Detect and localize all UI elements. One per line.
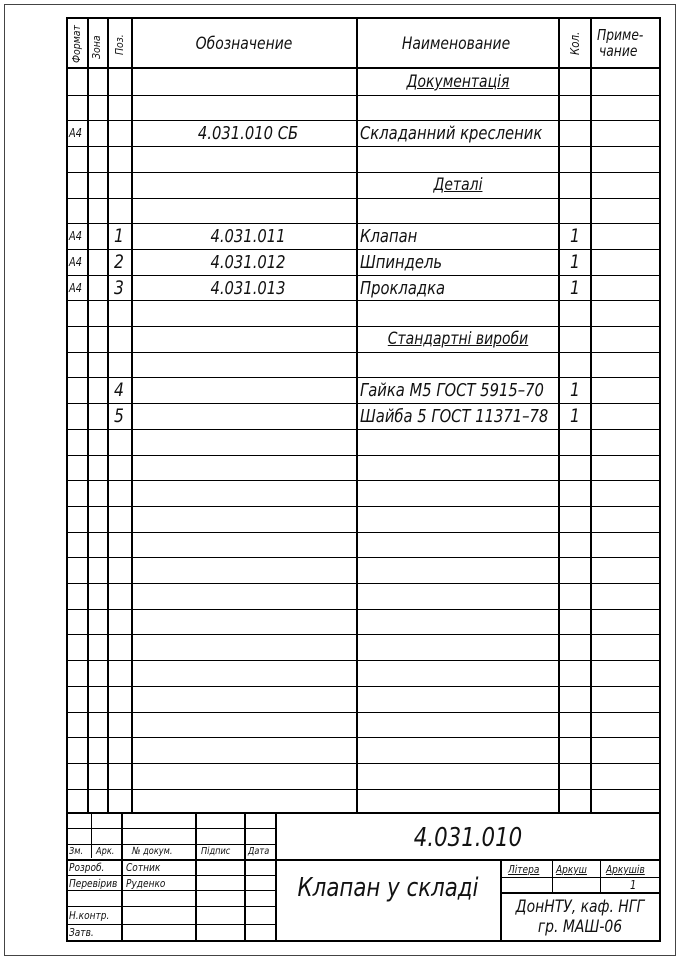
row-quantity: 1 xyxy=(570,379,580,401)
tb-hline-7 xyxy=(68,924,277,925)
tb-col-sheet: Арк. xyxy=(96,846,115,857)
row-line xyxy=(68,455,659,456)
tb-org-line1: ДонНТУ, каф. НГГ xyxy=(515,897,645,917)
row-line xyxy=(68,660,659,661)
row-line xyxy=(68,403,659,404)
row-designation: 4.031.011 xyxy=(210,226,286,247)
row-quantity: 1 xyxy=(570,277,580,299)
row-quantity: 1 xyxy=(570,225,580,247)
row-line xyxy=(68,506,659,507)
column-line-name xyxy=(558,19,560,813)
tb-hline-5 xyxy=(68,890,277,891)
row-quantity: 1 xyxy=(570,405,580,427)
header-designation: Обозначение xyxy=(195,34,293,54)
row-line xyxy=(68,377,659,378)
tb-line-litera xyxy=(552,861,553,893)
header-divider xyxy=(68,67,659,69)
row-format: А4 xyxy=(69,229,82,243)
tb-hline-1 xyxy=(68,828,277,829)
row-position: 3 xyxy=(114,277,124,299)
tb-sheets-value: 1 xyxy=(630,878,637,892)
column-line-qty xyxy=(590,19,592,813)
row-position: 5 xyxy=(114,405,124,427)
tb-line-zm xyxy=(91,813,92,858)
header-note-1: Приме- xyxy=(597,26,644,44)
row-line xyxy=(68,326,659,327)
column-line-format xyxy=(87,19,89,813)
row-designation: 4.031.013 xyxy=(210,278,286,299)
row-line xyxy=(68,712,659,713)
row-position: 1 xyxy=(114,225,124,247)
row-line xyxy=(68,532,659,533)
row-line xyxy=(68,789,659,790)
section-heading: Стандартні вироби xyxy=(387,329,529,349)
tb-role-developed: Розроб. xyxy=(69,861,105,874)
tb-col-date: Дата xyxy=(248,846,270,857)
row-name: Прокладка xyxy=(360,278,446,299)
row-line xyxy=(68,634,659,635)
tb-hline-4 xyxy=(68,875,277,876)
tb-checker-name: Руденко xyxy=(126,877,166,890)
tb-org-line2: гр. МАШ-06 xyxy=(537,917,623,937)
header-qty: Кол. xyxy=(568,31,582,55)
row-line xyxy=(68,249,659,250)
tb-hline-sheet xyxy=(502,892,659,894)
tb-line-b xyxy=(195,813,197,940)
row-format: А4 xyxy=(69,281,82,295)
section-heading: Документація xyxy=(406,72,510,92)
row-line xyxy=(68,120,659,121)
tb-line-c xyxy=(244,813,246,940)
doc-number: 4.031.010 xyxy=(413,823,523,853)
row-line xyxy=(68,352,659,353)
tb-role-approved: Затв. xyxy=(69,926,94,939)
row-line xyxy=(68,95,659,96)
drawing-title: Клапан у складі xyxy=(297,873,479,903)
tb-hline-2 xyxy=(68,844,277,845)
tb-litera-label: Літера xyxy=(508,863,540,876)
header-pos: Поз. xyxy=(113,34,126,55)
row-name: Шайба 5 ГОСТ 11371–78 xyxy=(360,406,549,427)
row-line xyxy=(68,300,659,301)
header-note-2: чание xyxy=(599,42,638,60)
row-line xyxy=(68,480,659,481)
row-position: 2 xyxy=(114,251,124,273)
row-quantity: 1 xyxy=(570,251,580,273)
tb-sheet-label: Аркуш xyxy=(556,863,587,876)
row-line xyxy=(68,583,659,584)
row-designation: 4.031.010 СБ xyxy=(197,123,299,144)
row-line xyxy=(68,763,659,764)
column-line-designation xyxy=(356,19,358,813)
tb-col-sign: Підпис xyxy=(201,846,231,857)
row-name: Складанний кресленик xyxy=(360,123,543,144)
row-line xyxy=(68,223,659,224)
row-line xyxy=(68,275,659,276)
tb-col-docno: № докум. xyxy=(132,846,173,857)
header-name: Наименование xyxy=(401,34,511,54)
tb-sheets-label: Аркушів xyxy=(606,863,645,876)
title-block-top-line xyxy=(68,812,659,814)
tb-line-a xyxy=(121,813,123,940)
tb-role-checked: Перевірив xyxy=(69,877,118,890)
tb-line-sheet xyxy=(600,861,601,893)
row-line xyxy=(68,172,659,173)
row-line xyxy=(68,557,659,558)
row-line xyxy=(68,737,659,738)
tb-line-right xyxy=(500,861,502,940)
section-heading: Деталі xyxy=(433,175,483,195)
tb-role-norm: Н.контр. xyxy=(69,909,110,922)
row-name: Гайка М5 ГОСТ 5915–70 xyxy=(360,380,544,401)
header-zone: Зона xyxy=(90,35,103,59)
header-format: Формат xyxy=(70,25,83,64)
row-position: 4 xyxy=(114,379,124,401)
tb-developer-name: Сотник xyxy=(126,861,161,874)
tb-col-change: Зм. xyxy=(69,846,84,857)
specification-frame xyxy=(66,17,661,942)
row-line xyxy=(68,609,659,610)
column-line-pos xyxy=(131,19,133,813)
row-designation: 4.031.012 xyxy=(210,252,286,273)
row-line xyxy=(68,686,659,687)
tb-hline-6 xyxy=(68,906,277,907)
row-name: Клапан xyxy=(360,226,418,247)
row-line xyxy=(68,146,659,147)
column-line-zone xyxy=(107,19,109,813)
row-line xyxy=(68,198,659,199)
row-format: А4 xyxy=(69,255,82,269)
row-line xyxy=(68,429,659,430)
tb-line-d xyxy=(275,813,277,940)
row-format: А4 xyxy=(69,126,82,140)
row-name: Шпиндель xyxy=(360,252,443,273)
